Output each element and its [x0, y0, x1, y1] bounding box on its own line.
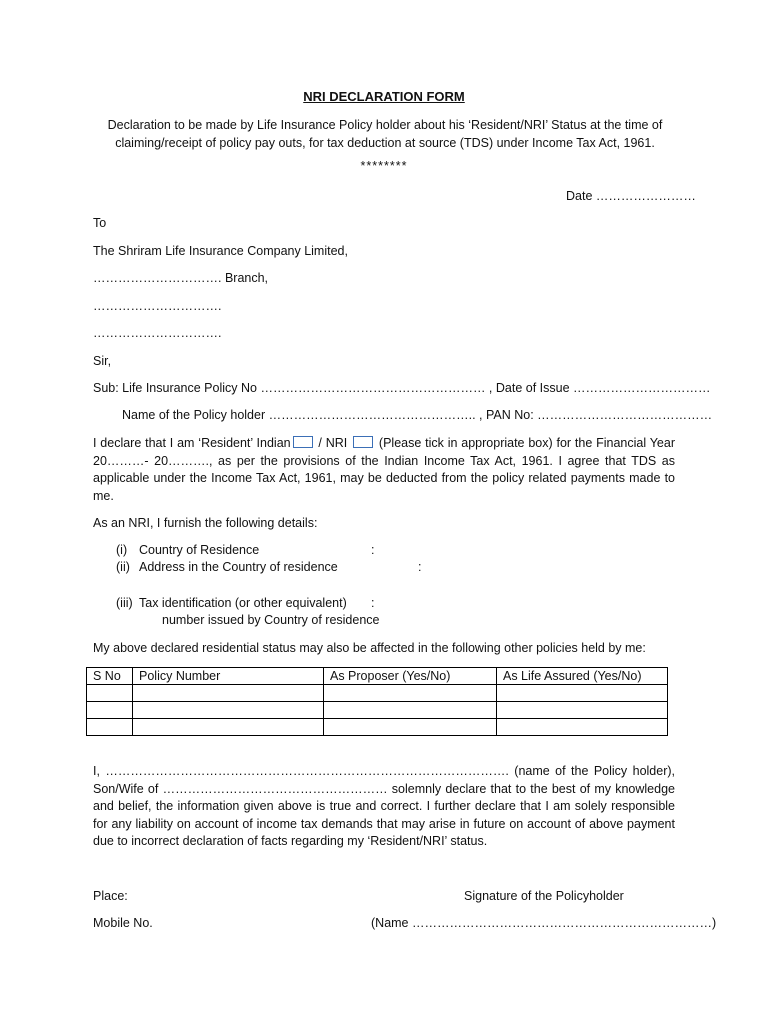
table-cell[interactable] [133, 685, 324, 702]
table-cell[interactable] [324, 719, 497, 736]
table-cell[interactable] [87, 702, 133, 719]
address-line-2: …………………………. [93, 326, 222, 340]
table-cell[interactable] [87, 685, 133, 702]
detail-num-2: (ii) [116, 560, 130, 574]
final-declaration: I, ……………………………………………………………………………………. (name of the Policy holder), Son/Wife of ……………………………………………… solemnly declare that to the best of my knowledge and belief, the information given above is true and correct. I further declare that I am solely responsible for any liability on account of income tax demands that may arise in future on account of above payment due to incorrect declaration of facts regarding my ‘Resident/NRI’ status. [93, 764, 675, 848]
declaration-paragraph [93, 435, 675, 505]
form-intro: Declaration to be made by Life Insurance Policy holder about his ‘Resident/NRI’ Status at the time of claiming/receipt of policy pay outs, for tax deduction at source (TDS) under Income Tax Act, 1961. [107, 118, 663, 150]
detail-colon-2: : [418, 560, 422, 574]
col-sno: S No [87, 668, 133, 685]
col-as-proposer: As Proposer (Yes/No) [324, 668, 497, 685]
name-field: (Name ………………………………………………………………) [371, 916, 717, 930]
place-label: Place: [93, 889, 128, 903]
detail-label-tax-id-cont: number issued by Country of residence [162, 613, 380, 627]
table-cell[interactable] [324, 702, 497, 719]
nri-checkbox[interactable] [353, 436, 373, 448]
branch-field: …………………………. Branch, [93, 271, 269, 285]
declaration-text-1: I declare that I am ‘Resident’ Indian [93, 436, 291, 450]
signature-label: Signature of the Policyholder [464, 889, 624, 903]
mobile-label: Mobile No. [93, 916, 153, 930]
nri-details-heading: As an NRI, I furnish the following details: [93, 516, 318, 530]
detail-colon-3: : [371, 596, 375, 610]
policy-holder-line: Name of the Policy holder ………………………………………….. , PAN No: …………………………………… [122, 408, 713, 422]
table-cell[interactable] [133, 719, 324, 736]
detail-num-1: (i) [116, 543, 128, 557]
salutation: Sir, [93, 354, 112, 368]
table-cell[interactable] [87, 719, 133, 736]
table-cell[interactable] [497, 685, 668, 702]
table-row [87, 702, 668, 719]
subject-line: Sub: Life Insurance Policy No ……………………………………………… , Date of Issue …………………………… [93, 381, 711, 395]
table-header-row [87, 668, 668, 685]
company-name: The Shriram Life Insurance Company Limited, [93, 244, 348, 258]
table-cell[interactable] [133, 702, 324, 719]
other-policies-table [86, 667, 668, 736]
table-cell[interactable] [324, 685, 497, 702]
detail-label-address: Address in the Country of residence [139, 560, 338, 574]
col-policy-number: Policy Number [133, 668, 324, 685]
other-policies-heading: My above declared residential status may also be affected in the following other policies held by me: [93, 641, 646, 655]
address-line-1: …………………………. [93, 299, 222, 313]
col-as-life-assured: As Life Assured (Yes/No) [497, 668, 668, 685]
to-label: To [93, 216, 107, 230]
table-cell[interactable] [497, 702, 668, 719]
table-row [87, 685, 668, 702]
declaration-text-2: (Please tick in appropriate box) for the Financial Year 20………- 20………., as per the provisions of the Indian Income Tax Act, 1961. I agree that TDS as applicable under the Income Tax Act, 1961, may be deducted from the policy related payments made to me. [93, 436, 675, 503]
declaration-nri-label: / NRI [314, 436, 352, 450]
resident-checkbox[interactable] [293, 436, 313, 448]
date-field: Date …………………… [566, 189, 696, 203]
detail-label-tax-id: Tax identification (or other equivalent) [139, 596, 347, 610]
detail-label-country: Country of Residence [139, 543, 260, 557]
table-cell[interactable] [497, 719, 668, 736]
form-title: NRI DECLARATION FORM [303, 89, 465, 104]
table-row [87, 719, 668, 736]
separator: ******** [360, 159, 408, 173]
detail-colon-1: : [371, 543, 375, 557]
detail-num-3: (iii) [116, 596, 133, 610]
